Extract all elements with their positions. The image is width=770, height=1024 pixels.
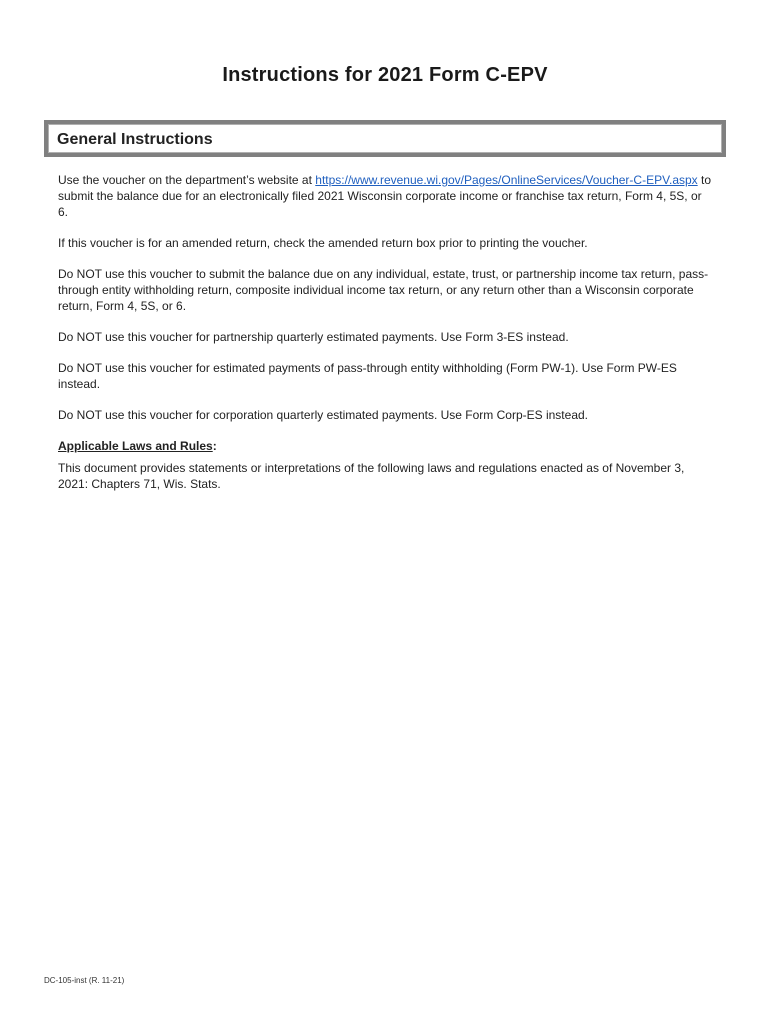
laws-heading-colon: : [212, 439, 217, 453]
laws-heading [58, 438, 714, 454]
paragraph-text: to submit the balance due for an electronically filed 2021 Wisconsin corporate income or franchise tax return, Form 4, 5S, or 6. [58, 173, 712, 219]
instructions-body [58, 172, 714, 507]
paragraph-not-corporation: Do NOT use this voucher for corporation quarterly estimated payments. Use Form Corp-ES instead. [58, 408, 588, 422]
laws-text: This document provides statements or interpretations of the following laws and regulations enacted as of November 3, 2021: Chapters 71, Wis. Stats. [58, 461, 685, 491]
section-heading: General Instructions [48, 124, 722, 153]
voucher-link[interactable]: https://www.revenue.wi.gov/Pages/OnlineServices/Voucher-C-EPV.aspx [315, 173, 698, 187]
paragraph-voucher-website [58, 172, 714, 220]
form-id-footer: DC-105-inst (R. 11-21) [44, 976, 125, 985]
paragraph-text: Use the voucher on the department’s website at [58, 173, 316, 187]
paragraph-not-individual: Do NOT use this voucher to submit the balance due on any individual, estate, trust, or partnership income tax return, pass-through entity withholding return, composite individual income tax return, or any return other than a Wisconsin corporate return, Form 4, 5S, or 6. [58, 267, 709, 313]
page-title: Instructions for 2021 Form C-EPV [222, 64, 548, 86]
section-header-box [44, 120, 726, 157]
paragraph-amended-return: If this voucher is for an amended return, check the amended return box prior to printing the voucher. [58, 236, 588, 250]
paragraph-not-pass-through: Do NOT use this voucher for estimated payments of pass-through entity withholding (Form PW-1). Use Form PW-ES instead. [58, 361, 677, 391]
paragraph-not-partnership: Do NOT use this voucher for partnership quarterly estimated payments. Use Form 3-ES instead. [58, 330, 569, 344]
laws-heading-text: Applicable Laws and Rules [58, 439, 213, 453]
